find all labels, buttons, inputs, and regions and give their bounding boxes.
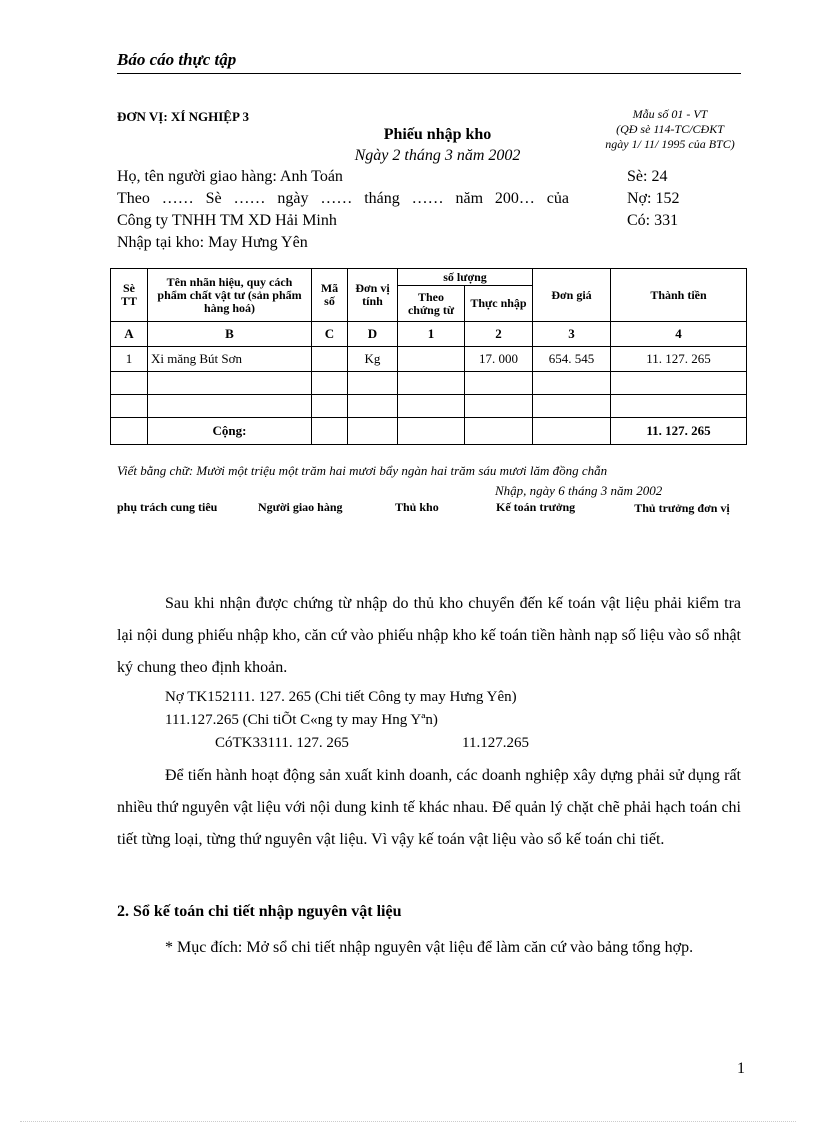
voucher-number: Sè: 24	[627, 168, 668, 185]
paragraph-1: Sau khi nhận được chứng từ nhập do thủ kho chuyển đến kế toán vật liệu phải kiểm tra lại nội dung phiếu nhập kho, căn cứ vào phiếu nhập kho kế toán tiền hành nạp số liệu vào sổ nhật ký chung theo định khoản.	[117, 595, 741, 676]
col-letter: 2	[465, 322, 533, 347]
table-row	[111, 372, 747, 395]
col-unit-header: Đơn vị tính	[348, 269, 398, 322]
signature-director: Thủ trưởng đơn vị	[634, 501, 730, 515]
reference-line: Theo …… Sè …… ngày …… tháng …… năm 200… của	[117, 190, 569, 207]
table-row	[111, 347, 747, 372]
cell-unit: Kg	[348, 347, 398, 372]
paragraph-3: * Mục đích: Mở sổ chi tiết nhập nguyên vật liệu để làm căn cứ vào bảng tổng hợp.	[165, 939, 694, 956]
cell-stt: 1	[111, 347, 148, 372]
col-name-header: Tên nhãn hiệu, quy cách phẩm chất vật tư (sản phẩm hàng hoá)	[148, 269, 312, 322]
col-actual-qty-header: Thực nhập	[465, 286, 533, 322]
signature-deliverer: Người giao hàng	[258, 500, 343, 514]
cell-name: Xi măng Bút Sơn	[148, 347, 312, 372]
header-rule	[117, 73, 741, 74]
signature-storekeeper: Thủ kho	[395, 500, 439, 514]
amount-in-words: Viết bằng chữ: Mười một triệu một trăm hai mươi bẩy ngàn hai trăm sáu mươi lăm đồng chẵn	[117, 463, 608, 478]
form-code-line: ngày 1/ 11/ 1995 của BTC)	[605, 137, 735, 151]
form-date: Ngày 2 tháng 3 năm 2002	[354, 147, 521, 164]
page-header: Báo cáo thực tập	[117, 50, 237, 69]
col-code-header: Mã số	[312, 269, 348, 322]
warehouse-line: Nhập tại kho: May Hưng Yên	[117, 234, 308, 251]
col-price-header: Đơn giá	[533, 269, 611, 322]
col-letter: 4	[611, 322, 747, 347]
total-row	[111, 418, 747, 445]
debit-account: Nợ: 152	[627, 190, 680, 207]
table-row	[111, 395, 747, 418]
receipt-table	[110, 268, 747, 445]
section-heading: 2. Sổ kế toán chi tiết nhập nguyên vật liệu	[117, 903, 402, 920]
journal-entry-debit: Nợ TK152111. 127. 265 (Chi tiết Công ty may Hưng Yên)	[165, 689, 517, 705]
cell-amount: 11. 127. 265	[611, 347, 747, 372]
col-stt-header: Sè TT	[111, 269, 148, 322]
credit-account: Có: 331	[627, 212, 679, 229]
col-letter: 1	[398, 322, 465, 347]
journal-entry-credit: CóTK33111. 127. 265	[215, 735, 349, 751]
total-amount: 11. 127. 265	[611, 418, 747, 445]
unit-name: ĐƠN VỊ: XÍ NGHIỆP 3	[117, 109, 249, 124]
journal-entry-credit-amount: 11.127.265	[462, 735, 529, 751]
total-label: Cộng:	[148, 418, 312, 445]
page-bottom-divider	[20, 1121, 796, 1122]
col-letter: B	[148, 322, 312, 347]
form-code	[580, 107, 760, 152]
col-quantity-header: số lượng	[398, 269, 533, 286]
cell-doc-qty	[398, 347, 465, 372]
col-letter: 3	[533, 322, 611, 347]
page-number: 1	[737, 1060, 745, 1077]
signature-chief-accountant: Kế toán trưởng	[496, 500, 576, 514]
deliverer-line: Họ, tên người giao hàng: Anh Toán	[117, 168, 343, 185]
receipt-date: Nhập, ngày 6 tháng 3 năm 2002	[495, 483, 663, 498]
col-doc-qty-header: Theo chứng từ	[398, 286, 465, 322]
cell-actual-qty: 17. 000	[465, 347, 533, 372]
company-line: Công ty TNHH TM XD Hải Minh	[117, 212, 337, 229]
form-code-line: (QĐ sè 114-TC/CĐKT	[616, 122, 724, 136]
cell-price: 654. 545	[533, 347, 611, 372]
journal-entry-detail: 111.127.265 (Chi tiÕt C«ng ty may Hng Yªn)	[165, 712, 438, 728]
col-amount-header: Thành tiền	[611, 269, 747, 322]
col-letter: A	[111, 322, 148, 347]
col-letter: D	[348, 322, 398, 347]
signature-procurement: phụ trách cung tiêu	[117, 500, 218, 514]
cell-code	[312, 347, 348, 372]
paragraph-2: Để tiến hành hoạt động sản xuất kinh doanh, các doanh nghiệp xây dựng phải sử dụng rất nhiều thứ nguyên vật liệu với nội dung kinh tế khác nhau. Để quản lý chặt chẽ phải hạch toán chi tiết từng loại, từng thứ nguyên vật liệu. Vì vậy kế toán vật liệu vào sổ kế toán chi tiết.	[117, 767, 741, 848]
col-letter: C	[312, 322, 348, 347]
form-code-line: Mẫu số 01 - VT	[632, 107, 708, 121]
form-title: Phiếu nhập kho	[383, 126, 492, 143]
